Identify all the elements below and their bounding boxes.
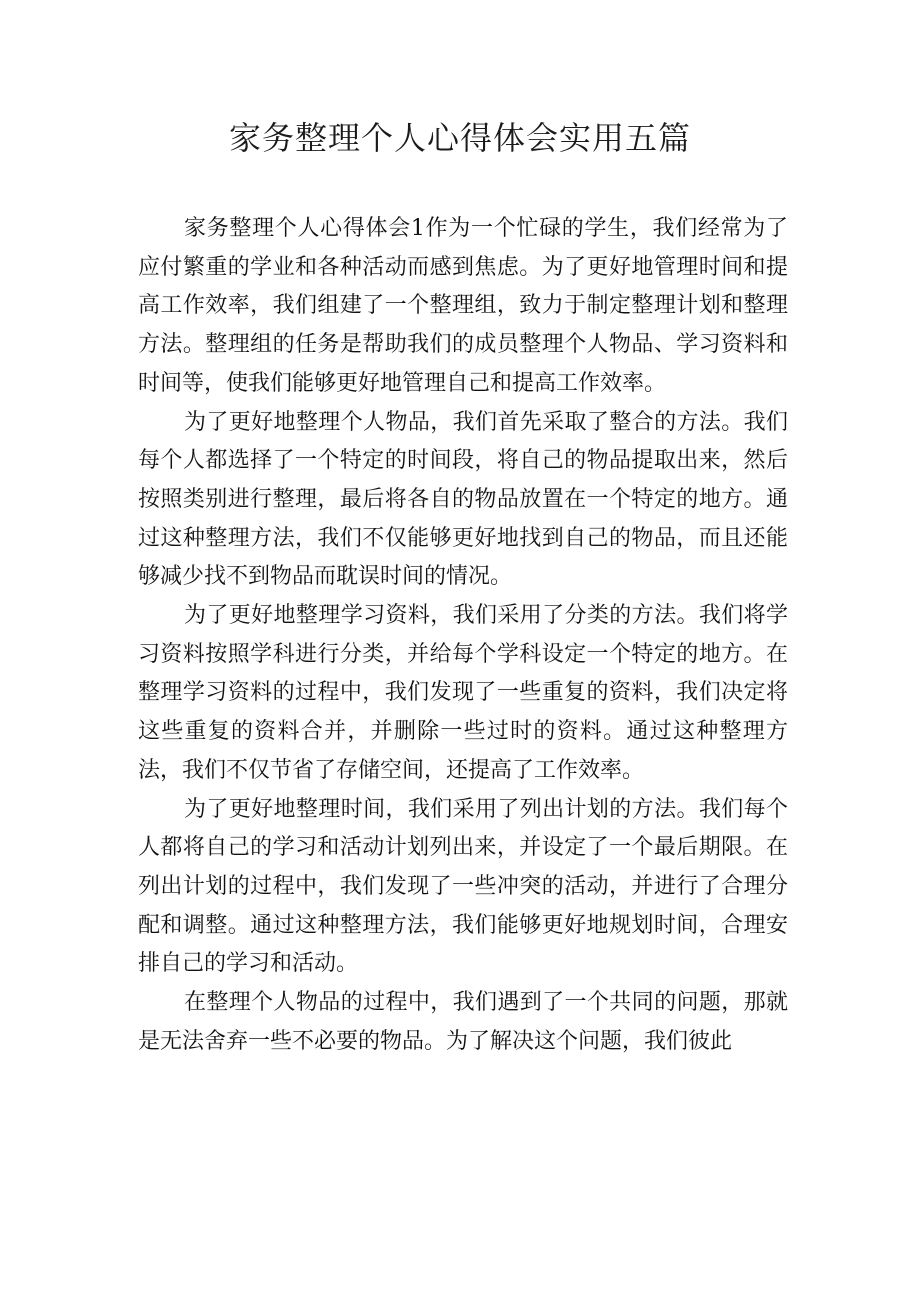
document-body bbox=[138, 210, 788, 1061]
paragraph-2: 为了更好地整理个人物品，我们首先采取了整合的方法。我们每个人都选择了一个特定的时间段，将自己的物品提取出来，然后按照类别进行整理，最后将各自的物品放置在一个特定的地方。通过这种整理方法，我们不仅能够更好地找到自己的物品，而且还能够减少找不到物品而耽误时间的情况。 bbox=[138, 409, 788, 590]
paragraph-3: 为了更好地整理学习资料，我们采用了分类的方法。我们将学习资料按照学科进行分类，并给每个学科设定一个特定的地方。在整理学习资料的过程中，我们发现了一些重复的资料，我们决定将这些重复的资料合并，并删除一些过时的资料。通过这种整理方法，我们不仅节省了存储空间，还提高了工作效率。 bbox=[138, 603, 788, 783]
page-title: 家务整理个人心得体会实用五篇 bbox=[228, 119, 691, 157]
paragraph-1: 家务整理个人心得体会1作为一个忙碌的学生，我们经常为了应付繁重的学业和各种活动而感到焦虑。为了更好地管理时间和提高工作效率，我们组建了一个整理组，致力于制定整理计划和整理方法。整理组的任务是帮助我们的成员整理个人物品、学习资料和时间等，使我们能够更好地管理自己和提高工作效率。 bbox=[138, 216, 788, 396]
paragraph-5: 在整理个人物品的过程中，我们遇到了一个共同的问题，那就是无法舍弃一些不必要的物品。为了解决这个问题，我们彼此 bbox=[138, 990, 788, 1054]
paragraph-4: 为了更好地整理时间，我们采用了列出计划的方法。我们每个人都将自己的学习和活动计划列出来，并设定了一个最后期限。在列出计划的过程中，我们发现了一些冲突的活动，并进行了合理分配和调整。通过这种整理方法，我们能够更好地规划时间，合理安排自己的学习和活动。 bbox=[138, 796, 788, 977]
